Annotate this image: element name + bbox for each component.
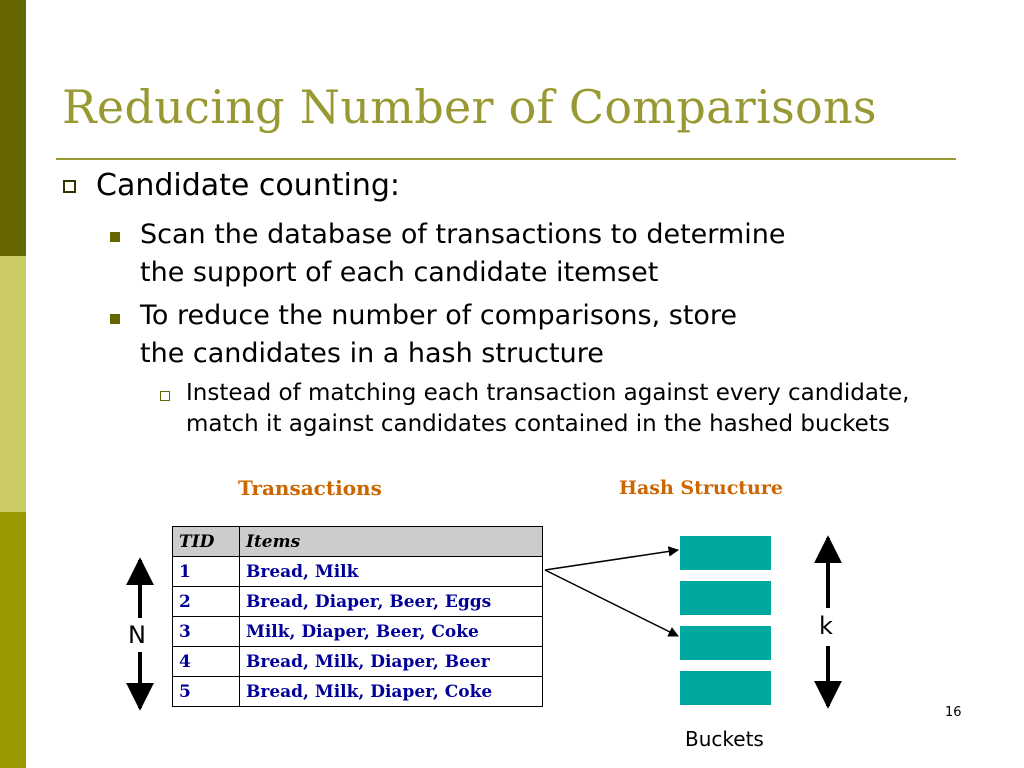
items-cell: Bread, Milk, Diaper, Beer — [240, 647, 543, 677]
slide-title: Reducing Number of Comparisons — [62, 80, 877, 134]
bullet-line: the support of each candidate itemset — [140, 257, 659, 288]
bullet-line: Scan the database of transactions to determine — [140, 219, 786, 250]
buckets-label: Buckets — [685, 727, 764, 751]
n-label: N — [128, 621, 146, 649]
tid-cell: 1 — [173, 557, 240, 587]
transaction-to-bucket-arrow — [545, 570, 678, 636]
hash-structure-label: Hash Structure — [619, 477, 783, 499]
items-cell: Bread, Milk — [240, 557, 543, 587]
bullet-hashed-buckets: Instead of matching each transaction against every candidate, match it against candidates contained in the hashed buckets — [186, 380, 910, 437]
transactions-label: Transactions — [238, 476, 382, 500]
page-number: 16 — [945, 705, 962, 720]
items-cell: Bread, Diaper, Beer, Eggs — [240, 587, 543, 617]
k-label: k — [819, 612, 833, 640]
tid-cell: 4 — [173, 647, 240, 677]
bullet-candidate-counting: Candidate counting: — [96, 168, 401, 203]
column-header-tid: TID — [173, 527, 240, 557]
bullet-line: To reduce the number of comparisons, store — [140, 300, 738, 331]
tid-cell: 2 — [173, 587, 240, 617]
transaction-to-bucket-arrow — [545, 550, 678, 570]
tid-cell: 5 — [173, 677, 240, 707]
items-cell: Milk, Diaper, Beer, Coke — [240, 617, 543, 647]
column-header-items: Items — [240, 527, 543, 557]
bullet-line: the candidates in a hash structure — [140, 338, 604, 369]
tid-cell: 3 — [173, 617, 240, 647]
items-cell: Bread, Milk, Diaper, Coke — [240, 677, 543, 707]
